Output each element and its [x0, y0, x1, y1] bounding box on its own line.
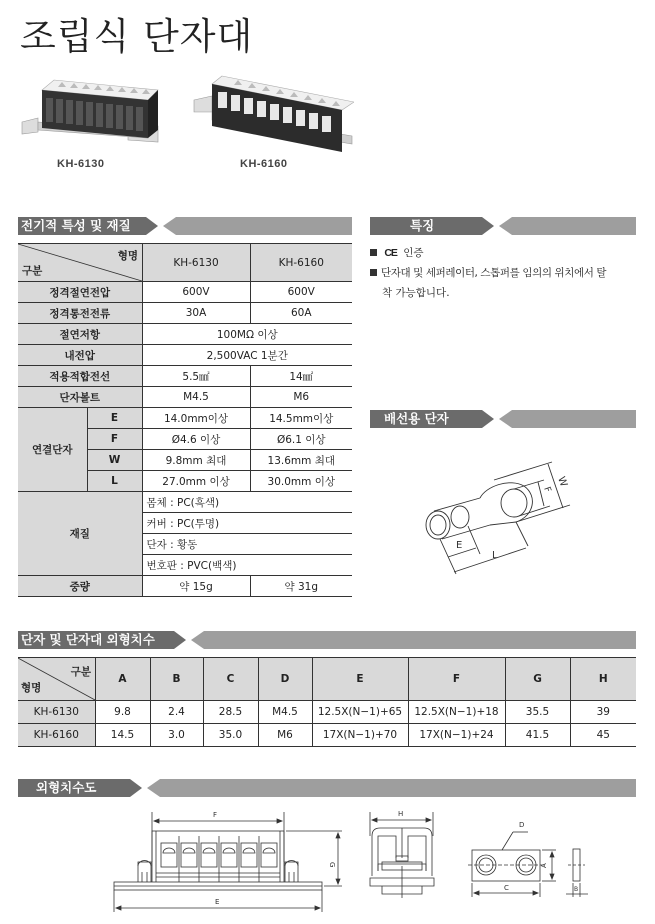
cell-value: 60A: [250, 303, 352, 324]
section-title: 외형치수도: [18, 779, 130, 797]
sub-label: W: [87, 450, 142, 471]
material-item: 몸체 : PC(흑색): [142, 492, 352, 513]
section-header-dimensions: [18, 631, 636, 649]
cell-value: 12.5X(N−1)+18: [408, 701, 505, 724]
cell-value: 2.4: [150, 701, 203, 724]
material-item: 커버 : PC(투명): [142, 513, 352, 534]
corner-top-label: 형명: [117, 250, 138, 262]
cell-value: M4.5: [258, 701, 312, 724]
cell-value: 30A: [142, 303, 250, 324]
cell-value: 17X(N−1)+70: [312, 724, 408, 747]
square-bullet-icon: [370, 249, 377, 256]
ce-mark-icon: CE: [384, 247, 397, 259]
feature-list: [370, 243, 650, 303]
page-title: 조립식 단자대: [20, 15, 254, 58]
section-title: 배선용 단자: [370, 410, 482, 428]
dimension-table: [18, 657, 636, 747]
cell-value: 14㎟: [250, 366, 352, 387]
row-label: 재질: [18, 492, 142, 576]
cell-value: 12.5X(N−1)+65: [312, 701, 408, 724]
cell-value: 27.0mm 이상: [142, 471, 250, 492]
chevron-divider-icon: [482, 217, 512, 235]
cell-value: 9.8: [95, 701, 150, 724]
cell-value: 3.0: [150, 724, 203, 747]
section-header-wiring-terminal: [370, 410, 636, 428]
cell-value: M4.5: [142, 387, 250, 408]
row-label: 연결단자: [18, 408, 87, 492]
feature-text: 인증: [403, 247, 424, 259]
column-header: KH-6130: [142, 244, 250, 282]
column-header: F: [408, 658, 505, 701]
row-label: 내전압: [18, 345, 142, 366]
table-row: [18, 282, 352, 303]
column-header: B: [150, 658, 203, 701]
cell-value: 약 15g: [142, 576, 250, 597]
section-header-features: [370, 217, 636, 235]
feature-item: [370, 243, 650, 263]
table-row: [18, 724, 636, 747]
section-header-outline-drawing: [18, 779, 636, 797]
row-label: 정격통전전류: [18, 303, 142, 324]
ring-lug-diagram: [420, 450, 600, 590]
table-row: [18, 324, 352, 345]
chevron-divider-icon: [482, 410, 512, 428]
product-label-kh6160: KH-6160: [240, 158, 288, 170]
table-row: [18, 303, 352, 324]
cell-value: 30.0mm 이상: [250, 471, 352, 492]
column-header: C: [203, 658, 258, 701]
feature-text: 단자대 및 세퍼레이터, 스톱퍼를 임의의 위치에서 탈: [381, 267, 607, 279]
front-view-drawing: [110, 806, 350, 918]
dim-label-g: G: [328, 862, 336, 868]
dim-label-b: B: [574, 886, 579, 893]
table-row: [18, 345, 352, 366]
cell-value: Ø6.1 이상: [250, 429, 352, 450]
cell-value: M6: [258, 724, 312, 747]
product-label-kh6130: KH-6130: [57, 158, 105, 170]
corner-bottom-label: 구분: [22, 265, 43, 277]
section-title: 특징: [370, 217, 482, 235]
spec-table: [18, 243, 352, 597]
material-item: 번호판 : PVC(백색): [142, 555, 352, 576]
cell-value: 100MΩ 이상: [142, 324, 352, 345]
cell-value: 5.5㎟: [142, 366, 250, 387]
dim-label-e: E: [215, 898, 220, 906]
row-label: KH-6130: [18, 701, 95, 724]
dim-label-d: D: [519, 821, 525, 829]
cell-value: 9.8mm 최대: [142, 450, 250, 471]
dim-label-a: A: [540, 863, 548, 868]
column-header: G: [505, 658, 570, 701]
dim-label-h: H: [398, 810, 404, 818]
row-label: 중량: [18, 576, 142, 597]
table-row: [18, 576, 352, 597]
table-row: [18, 408, 352, 429]
table-row: [18, 366, 352, 387]
chevron-divider-icon: [146, 217, 176, 235]
cell-value: 약 31g: [250, 576, 352, 597]
sub-label: L: [87, 471, 142, 492]
cell-value: Ø4.6 이상: [142, 429, 250, 450]
sub-label: E: [87, 408, 142, 429]
lug-label-e: E: [456, 540, 463, 551]
section-title: 전기적 특성 및 재질: [18, 217, 146, 235]
section-header-electrical: [18, 217, 352, 235]
cell-value: 600V: [142, 282, 250, 303]
column-header: A: [95, 658, 150, 701]
dim-label-f: F: [213, 811, 218, 819]
row-label: 절연저항: [18, 324, 142, 345]
row-label: KH-6160: [18, 724, 95, 747]
table-row: [18, 701, 636, 724]
feature-text-continued: 착 가능합니다.: [382, 287, 450, 299]
product-photo-kh6130: [18, 72, 160, 144]
row-label: 적용적합전선: [18, 366, 142, 387]
square-bullet-icon: [370, 269, 377, 276]
chevron-divider-icon: [130, 779, 160, 797]
cell-value: M6: [250, 387, 352, 408]
column-header: KH-6160: [250, 244, 352, 282]
dim-label-c: C: [504, 884, 509, 892]
chevron-divider-icon: [174, 631, 204, 649]
corner-bottom-label: 형명: [21, 682, 42, 694]
column-header: E: [312, 658, 408, 701]
cell-value: 600V: [250, 282, 352, 303]
feature-item: [370, 263, 650, 283]
cell-value: 17X(N−1)+24: [408, 724, 505, 747]
side-view-drawing: [368, 806, 448, 898]
table-row: [18, 492, 352, 513]
row-label: 단자볼트: [18, 387, 142, 408]
section-title: 단자 및 단자대 외형치수: [18, 631, 174, 649]
cell-value: 35.0: [203, 724, 258, 747]
cell-value: 28.5: [203, 701, 258, 724]
cell-value: 13.6mm 최대: [250, 450, 352, 471]
lug-label-f: F: [541, 485, 553, 494]
cell-value: 2,500VAC 1분간: [142, 345, 352, 366]
table-corner-cell: [18, 244, 142, 282]
row-label: 정격절연전압: [18, 282, 142, 303]
lug-label-w: W: [555, 475, 569, 489]
column-header: H: [570, 658, 636, 701]
cell-value: 35.5: [505, 701, 570, 724]
table-row: [18, 387, 352, 408]
lug-label-l: L: [492, 550, 498, 561]
sub-label: F: [87, 429, 142, 450]
cell-value: 39: [570, 701, 636, 724]
cell-value: 14.0mm이상: [142, 408, 250, 429]
cell-value: 41.5: [505, 724, 570, 747]
cell-value: 14.5mm이상: [250, 408, 352, 429]
cell-value: 14.5: [95, 724, 150, 747]
corner-top-label: 구분: [70, 666, 91, 678]
material-item: 단자 : 황동: [142, 534, 352, 555]
terminal-plate-drawing: [464, 815, 594, 905]
cell-value: 45: [570, 724, 636, 747]
table-corner-cell: [18, 658, 95, 701]
column-header: D: [258, 658, 312, 701]
product-photo-kh6160: [192, 72, 354, 154]
